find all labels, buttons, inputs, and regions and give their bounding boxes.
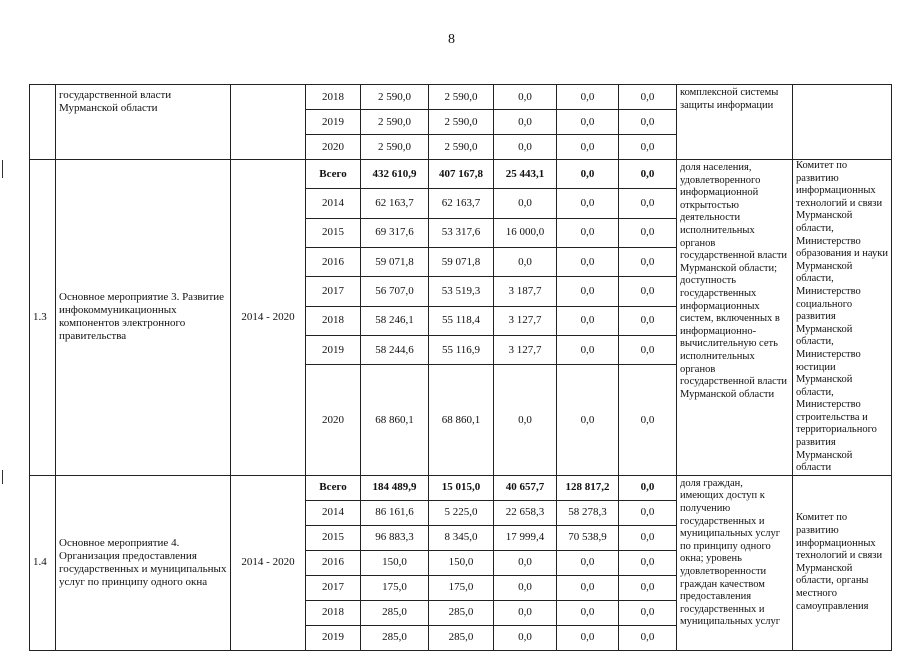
amount-cell: 55 118,4 bbox=[429, 306, 494, 335]
year-cell: 2020 bbox=[306, 135, 361, 160]
amount-cell: 62 163,7 bbox=[429, 189, 494, 218]
amount-cell: 0,0 bbox=[494, 365, 557, 475]
amount-cell: 0,0 bbox=[557, 306, 619, 335]
amount-cell: 0,0 bbox=[557, 600, 619, 625]
amount-cell: 59 071,8 bbox=[429, 248, 494, 277]
amount-cell: 2 590,0 bbox=[361, 110, 429, 135]
amount-cell: 0,0 bbox=[619, 575, 677, 600]
year-cell: 2019 bbox=[306, 110, 361, 135]
amount-cell: 0,0 bbox=[619, 475, 677, 500]
amount-cell: 0,0 bbox=[619, 135, 677, 160]
amount-cell: 184 489,9 bbox=[361, 475, 429, 500]
amount-cell: 15 015,0 bbox=[429, 475, 494, 500]
amount-cell: 0,0 bbox=[557, 550, 619, 575]
amount-cell: 0,0 bbox=[619, 600, 677, 625]
period-empty bbox=[231, 85, 306, 160]
amount-cell: 56 707,0 bbox=[361, 277, 429, 306]
amount-cell: 0,0 bbox=[619, 189, 677, 218]
year-cell: 2019 bbox=[306, 625, 361, 650]
amount-cell: 0,0 bbox=[619, 525, 677, 550]
responsible-empty bbox=[793, 85, 892, 160]
row-number: 1.3 bbox=[30, 160, 56, 476]
amount-cell: 0,0 bbox=[619, 500, 677, 525]
responsible-executor: Комитет по развитию информационных технологий и связи Мурманской области, Министерство образования и науки Мурманской области, Министерство социального развития Мурманской области, Министерство юстиции Мурманской области, Министерство строительства и территориального развития Мурманской области bbox=[793, 160, 892, 476]
amount-cell: 0,0 bbox=[557, 277, 619, 306]
amount-cell: 0,0 bbox=[494, 625, 557, 650]
amount-cell: 0,0 bbox=[619, 110, 677, 135]
amount-cell: 0,0 bbox=[557, 189, 619, 218]
year-cell: Всего bbox=[306, 475, 361, 500]
table-row bbox=[30, 85, 892, 110]
table-row bbox=[30, 160, 892, 189]
amount-cell: 2 590,0 bbox=[361, 135, 429, 160]
year-cell: 2015 bbox=[306, 218, 361, 247]
amount-cell: 0,0 bbox=[619, 218, 677, 247]
amount-cell: 407 167,8 bbox=[429, 160, 494, 189]
row-number-empty bbox=[30, 85, 56, 160]
amount-cell: 0,0 bbox=[619, 625, 677, 650]
amount-cell: 175,0 bbox=[361, 575, 429, 600]
amount-cell: 0,0 bbox=[557, 248, 619, 277]
year-cell: Всего bbox=[306, 160, 361, 189]
year-cell: 2014 bbox=[306, 189, 361, 218]
amount-cell: 0,0 bbox=[494, 135, 557, 160]
amount-cell: 96 883,3 bbox=[361, 525, 429, 550]
amount-cell: 5 225,0 bbox=[429, 500, 494, 525]
margin-mark bbox=[2, 160, 3, 178]
amount-cell: 175,0 bbox=[429, 575, 494, 600]
indicator-text: комплексной системы защиты информации bbox=[677, 85, 793, 160]
amount-cell: 285,0 bbox=[429, 625, 494, 650]
amount-cell: 0,0 bbox=[557, 575, 619, 600]
amount-cell: 2 590,0 bbox=[429, 110, 494, 135]
table-body bbox=[30, 85, 892, 651]
row-number: 1.4 bbox=[30, 475, 56, 650]
amount-cell: 69 317,6 bbox=[361, 218, 429, 247]
amount-cell: 0,0 bbox=[494, 110, 557, 135]
year-cell: 2014 bbox=[306, 500, 361, 525]
year-cell: 2017 bbox=[306, 575, 361, 600]
amount-cell: 0,0 bbox=[557, 625, 619, 650]
activity-name: Основное мероприятие 3. Развитие инфокоммуникационных компонентов электронного правительства bbox=[56, 160, 231, 476]
amount-cell: 2 590,0 bbox=[429, 135, 494, 160]
activity-name: Основное мероприятие 4. Организация предоставления государственных и муниципальных услуг по принципу одного окна bbox=[56, 475, 231, 650]
activity-name: государственной власти Мурманской области bbox=[56, 85, 231, 160]
amount-cell: 3 187,7 bbox=[494, 277, 557, 306]
amount-cell: 2 590,0 bbox=[361, 85, 429, 110]
amount-cell: 0,0 bbox=[557, 135, 619, 160]
amount-cell: 58 278,3 bbox=[557, 500, 619, 525]
year-cell: 2020 bbox=[306, 365, 361, 475]
amount-cell: 16 000,0 bbox=[494, 218, 557, 247]
amount-cell: 58 246,1 bbox=[361, 306, 429, 335]
amount-cell: 53 317,6 bbox=[429, 218, 494, 247]
amount-cell: 285,0 bbox=[429, 600, 494, 625]
margin-mark bbox=[2, 470, 3, 484]
year-cell: 2019 bbox=[306, 336, 361, 365]
amount-cell: 55 116,9 bbox=[429, 336, 494, 365]
amount-cell: 0,0 bbox=[494, 85, 557, 110]
indicator-text: доля граждан, имеющих доступ к получению государственных и муниципальных услуг по принципу одного окна; уровень удовлетворенности граждан качеством предоставления государственных и муниципальных услуг bbox=[677, 475, 793, 650]
amount-cell: 86 161,6 bbox=[361, 500, 429, 525]
amount-cell: 150,0 bbox=[429, 550, 494, 575]
amount-cell: 40 657,7 bbox=[494, 475, 557, 500]
amount-cell: 3 127,7 bbox=[494, 306, 557, 335]
year-cell: 2018 bbox=[306, 85, 361, 110]
table-row bbox=[30, 475, 892, 500]
amount-cell: 0,0 bbox=[557, 85, 619, 110]
amount-cell: 0,0 bbox=[494, 600, 557, 625]
amount-cell: 68 860,1 bbox=[429, 365, 494, 475]
amount-cell: 59 071,8 bbox=[361, 248, 429, 277]
amount-cell: 17 999,4 bbox=[494, 525, 557, 550]
amount-cell: 70 538,9 bbox=[557, 525, 619, 550]
program-table bbox=[29, 84, 892, 651]
amount-cell: 432 610,9 bbox=[361, 160, 429, 189]
amount-cell: 0,0 bbox=[557, 336, 619, 365]
amount-cell: 8 345,0 bbox=[429, 525, 494, 550]
period: 2014 - 2020 bbox=[231, 475, 306, 650]
amount-cell: 150,0 bbox=[361, 550, 429, 575]
amount-cell: 0,0 bbox=[494, 189, 557, 218]
page-number: 8 bbox=[448, 32, 455, 47]
amount-cell: 0,0 bbox=[494, 550, 557, 575]
year-cell: 2018 bbox=[306, 600, 361, 625]
amount-cell: 0,0 bbox=[619, 248, 677, 277]
amount-cell: 128 817,2 bbox=[557, 475, 619, 500]
amount-cell: 62 163,7 bbox=[361, 189, 429, 218]
amount-cell: 0,0 bbox=[619, 85, 677, 110]
amount-cell: 22 658,3 bbox=[494, 500, 557, 525]
amount-cell: 3 127,7 bbox=[494, 336, 557, 365]
amount-cell: 0,0 bbox=[494, 248, 557, 277]
amount-cell: 25 443,1 bbox=[494, 160, 557, 189]
amount-cell: 0,0 bbox=[619, 336, 677, 365]
amount-cell: 53 519,3 bbox=[429, 277, 494, 306]
amount-cell: 0,0 bbox=[557, 218, 619, 247]
year-cell: 2016 bbox=[306, 550, 361, 575]
amount-cell: 0,0 bbox=[557, 110, 619, 135]
amount-cell: 285,0 bbox=[361, 625, 429, 650]
amount-cell: 68 860,1 bbox=[361, 365, 429, 475]
year-cell: 2015 bbox=[306, 525, 361, 550]
amount-cell: 0,0 bbox=[557, 160, 619, 189]
amount-cell: 0,0 bbox=[619, 550, 677, 575]
amount-cell: 0,0 bbox=[619, 160, 677, 189]
amount-cell: 285,0 bbox=[361, 600, 429, 625]
period: 2014 - 2020 bbox=[231, 160, 306, 476]
amount-cell: 0,0 bbox=[619, 306, 677, 335]
year-cell: 2016 bbox=[306, 248, 361, 277]
amount-cell: 0,0 bbox=[619, 365, 677, 475]
year-cell: 2018 bbox=[306, 306, 361, 335]
year-cell: 2017 bbox=[306, 277, 361, 306]
amount-cell: 0,0 bbox=[557, 365, 619, 475]
responsible-executor: Комитет по развитию информационных технологий и связи Мурманской области, органы местного самоуправления bbox=[793, 475, 892, 650]
amount-cell: 58 244,6 bbox=[361, 336, 429, 365]
amount-cell: 0,0 bbox=[494, 575, 557, 600]
amount-cell: 0,0 bbox=[619, 277, 677, 306]
indicator-text: доля населения, удовлетворенного информационной открытостью деятельности исполнительных органов государственной власти Мурманской области; доступность государственных информационных систем, включенных в информационно-вычислительную сеть исполнительных органов государственной власти Мурманской области bbox=[677, 160, 793, 476]
amount-cell: 2 590,0 bbox=[429, 85, 494, 110]
